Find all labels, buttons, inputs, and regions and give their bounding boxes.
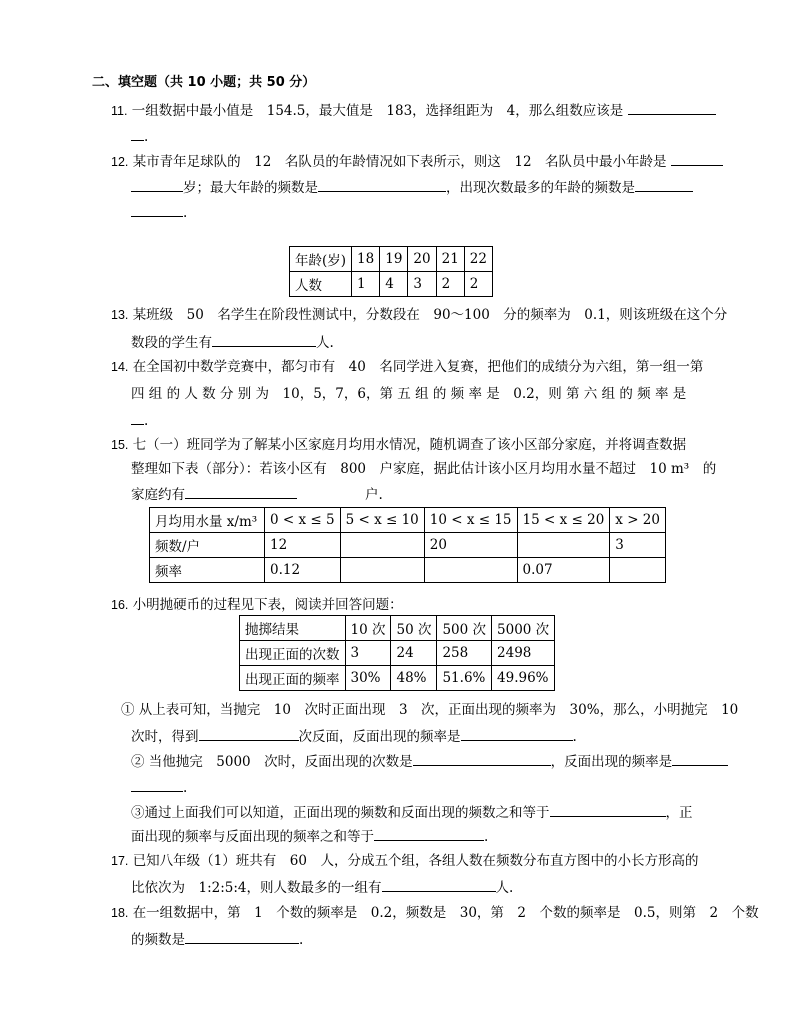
end-mark: . [183,780,188,796]
question-17-line1 [111,852,698,870]
answer-blank[interactable] [374,827,484,841]
question-text: 已知八年级（1）班共有 60 人，分成五个组，各组人数在频数分布直方图中的小长方形高的 [132,853,699,869]
answer-blank[interactable] [672,752,728,766]
table-cell: 19 [380,247,408,272]
table-row [150,558,666,583]
answer-blank[interactable] [413,752,551,766]
table-cell: 15 < x ≤ 20 [517,508,610,533]
table-cell: 5 < x ≤ 10 [340,508,424,533]
question-number: 13. [111,308,129,322]
question-17-line2 [131,878,513,897]
question-text: 七（一）班同学为了解某小区家庭月均用水情况，随机调查了该小区部分家庭，并将调查数据 [132,437,687,453]
table-cell: 0.07 [517,558,610,583]
question-text: 整理如下表（部分）：若该小区有 800 户家庭，据此估计该小区月均用水量不超过 10 m³ 的 [131,461,717,477]
table-cell: 22 [464,247,492,272]
table-cell: 5000 次 [492,616,555,641]
table-cell: 50 次 [391,616,437,641]
table-cell: 抛掷结果 [240,616,346,641]
table-row [240,641,555,666]
question-text: 四 组 的 人 数 分 别 为 10，5，7，6，第 五 组 的 频 率 是 0.2，则 第 六 组 的 频 率 是 [131,386,687,402]
question-11-line1 [111,101,716,120]
question-text: 比依次为 1:2:5:4，则人数最多的一组有 [131,880,382,896]
table-cell: 2 [464,272,492,297]
water-usage-table [149,507,666,583]
question-text: 在全国初中数学竞赛中，都匀市有 40 名同学进入复赛，把他们的成绩分为六组，第一组一第 [132,359,704,375]
question-16-part1-line1 [121,701,738,719]
table-cell: 出现正面的次数 [240,641,346,666]
question-18-line2 [131,930,303,949]
question-text: ，反面出现的频率是 [550,754,673,770]
question-14-line1 [111,358,703,376]
answer-blank[interactable] [131,411,144,425]
table-row [240,616,555,641]
question-15-line2 [131,460,716,478]
answer-blank[interactable] [131,127,144,141]
coin-toss-table [239,615,555,691]
question-16-part2-line1 [131,752,728,771]
table-cell: 18 [352,247,380,272]
answer-blank[interactable] [461,727,573,741]
table-cell: 258 [437,641,492,666]
question-15-line3 [131,485,383,504]
table-row [240,666,555,691]
answer-blank[interactable] [199,727,299,741]
table-cell: 51.6% [437,666,492,691]
table-cell: 10 < x ≤ 15 [424,508,517,533]
question-number: 12. [111,155,129,169]
table-cell: 49.96% [492,666,555,691]
answer-blank[interactable] [131,178,183,192]
section-title: 二、填空题（共 10 小题；共 50 分） [92,75,316,90]
answer-blank[interactable] [131,203,183,217]
question-text: 一组数据中最小值是 154.5，最大值是 183，选择组距为 4，那么组数应该是 [131,103,624,119]
question-15-line1 [111,436,686,454]
question-12-line1 [111,152,723,171]
table-cell: 1 [352,272,380,297]
question-text: ① 从上表可知，当抛完 10 次时正面出现 3 次，正面出现的频率为 30%，那么，小明抛完 10 [121,702,739,718]
table-cell [340,533,424,558]
table-cell: 21 [436,247,464,272]
end-mark: . [572,729,577,745]
question-number: 17. [111,854,129,868]
end-mark: . [144,413,149,429]
table-cell: 3 [345,641,391,666]
table-cell: 500 次 [437,616,492,641]
question-text: 数段的学生有 [131,335,212,351]
question-text: 在一组数据中，第 1 个数的频率是 0.2，频数是 30，第 2 个数的频率是 0.5，则第 2 个数 [132,905,759,921]
question-text: 的频数是 [131,932,185,948]
answer-blank[interactable] [131,778,183,792]
table-cell: 0 < x ≤ 5 [265,508,341,533]
table-cell [517,533,610,558]
table-cell [424,558,517,583]
question-text: 家庭约有 [131,487,185,503]
table-cell: 年龄(岁) [290,247,352,272]
table-row [290,247,493,272]
table-cell: 人数 [290,272,352,297]
question-16-part2-line2 [131,778,187,797]
question-11-line2 [131,127,148,146]
answer-blank[interactable] [318,178,446,192]
question-text: 某班级 50 名学生在阶段性测试中，分数段在 90～100 分的频率为 0.1，则该班级在这个分 [132,307,728,323]
answer-blank[interactable] [550,803,666,817]
answer-blank[interactable] [212,333,316,347]
question-text: 次反面，反面出现的频率是 [298,729,461,745]
question-text: 某市青年足球队的 12 名队员的年龄情况如下表所示，则这 12 名队员中最小年龄是 [132,154,667,170]
question-text: ，出现次数最多的年龄的频数是 [446,180,635,196]
question-text: ③通过上面我们可以知道，正面出现的频数和反面出现的频数之和等于 [131,805,550,821]
question-text: 面出现的频率与反面出现的频率之和等于 [131,829,374,845]
question-number: 15. [111,438,129,452]
table-cell: 3 [408,272,436,297]
table-cell: 24 [391,641,437,666]
question-text: 人. [316,335,334,351]
question-number: 14. [111,360,129,374]
question-14-line3 [131,411,148,430]
table-row [150,508,666,533]
end-mark: . [484,829,489,845]
question-text: 人. [495,880,514,896]
age-table [289,246,493,297]
end-mark: . [299,932,304,948]
question-14-line2 [131,385,686,403]
answer-blank[interactable] [628,101,716,115]
question-16-part1-line2 [131,727,577,746]
table-cell: 2498 [492,641,555,666]
question-text: 次时，得到 [131,729,199,745]
table-cell: 出现正面的频率 [240,666,346,691]
answer-blank[interactable] [185,930,299,944]
question-text: 户. [365,487,383,503]
table-cell: 0.12 [265,558,341,583]
table-row [150,533,666,558]
question-16-part3-line2 [131,827,488,846]
table-cell: 4 [380,272,408,297]
table-cell: 20 [408,247,436,272]
answer-blank[interactable] [671,152,723,166]
question-13-line2 [131,333,334,352]
answer-blank[interactable] [382,878,496,892]
question-text: ② 当他抛完 5000 次时，反面出现的次数是 [131,754,413,770]
table-cell: 12 [265,533,341,558]
question-text: 岁；最大年龄的频数是 [183,180,318,196]
table-cell [610,558,666,583]
table-cell: 月均用水量 x/m³ [150,508,265,533]
table-cell: 频率 [150,558,265,583]
end-mark: . [144,129,149,145]
question-13-line1 [111,306,727,324]
question-16-line1 [111,596,403,614]
table-cell: 20 [424,533,517,558]
question-text: ，正 [665,805,693,821]
question-number: 18. [111,906,129,920]
table-cell: 48% [391,666,437,691]
question-16-part3-line1 [131,803,693,822]
question-number: 16. [111,598,129,612]
answer-blank[interactable] [185,485,297,499]
table-cell: 2 [436,272,464,297]
question-18-line1 [111,904,759,922]
table-cell: 3 [610,533,666,558]
table-cell: 频数/户 [150,533,265,558]
end-mark: . [183,205,188,221]
table-row [290,272,493,297]
question-number: 11. [111,104,128,118]
question-text: 小明抛硬币的过程见下表，阅读并回答问题： [132,597,403,613]
question-12-line2 [131,178,693,197]
table-cell: 10 次 [345,616,391,641]
question-12-line3 [131,203,187,222]
table-cell: 30% [345,666,391,691]
table-cell [340,558,424,583]
answer-blank[interactable] [635,178,693,192]
table-cell: x > 20 [610,508,666,533]
